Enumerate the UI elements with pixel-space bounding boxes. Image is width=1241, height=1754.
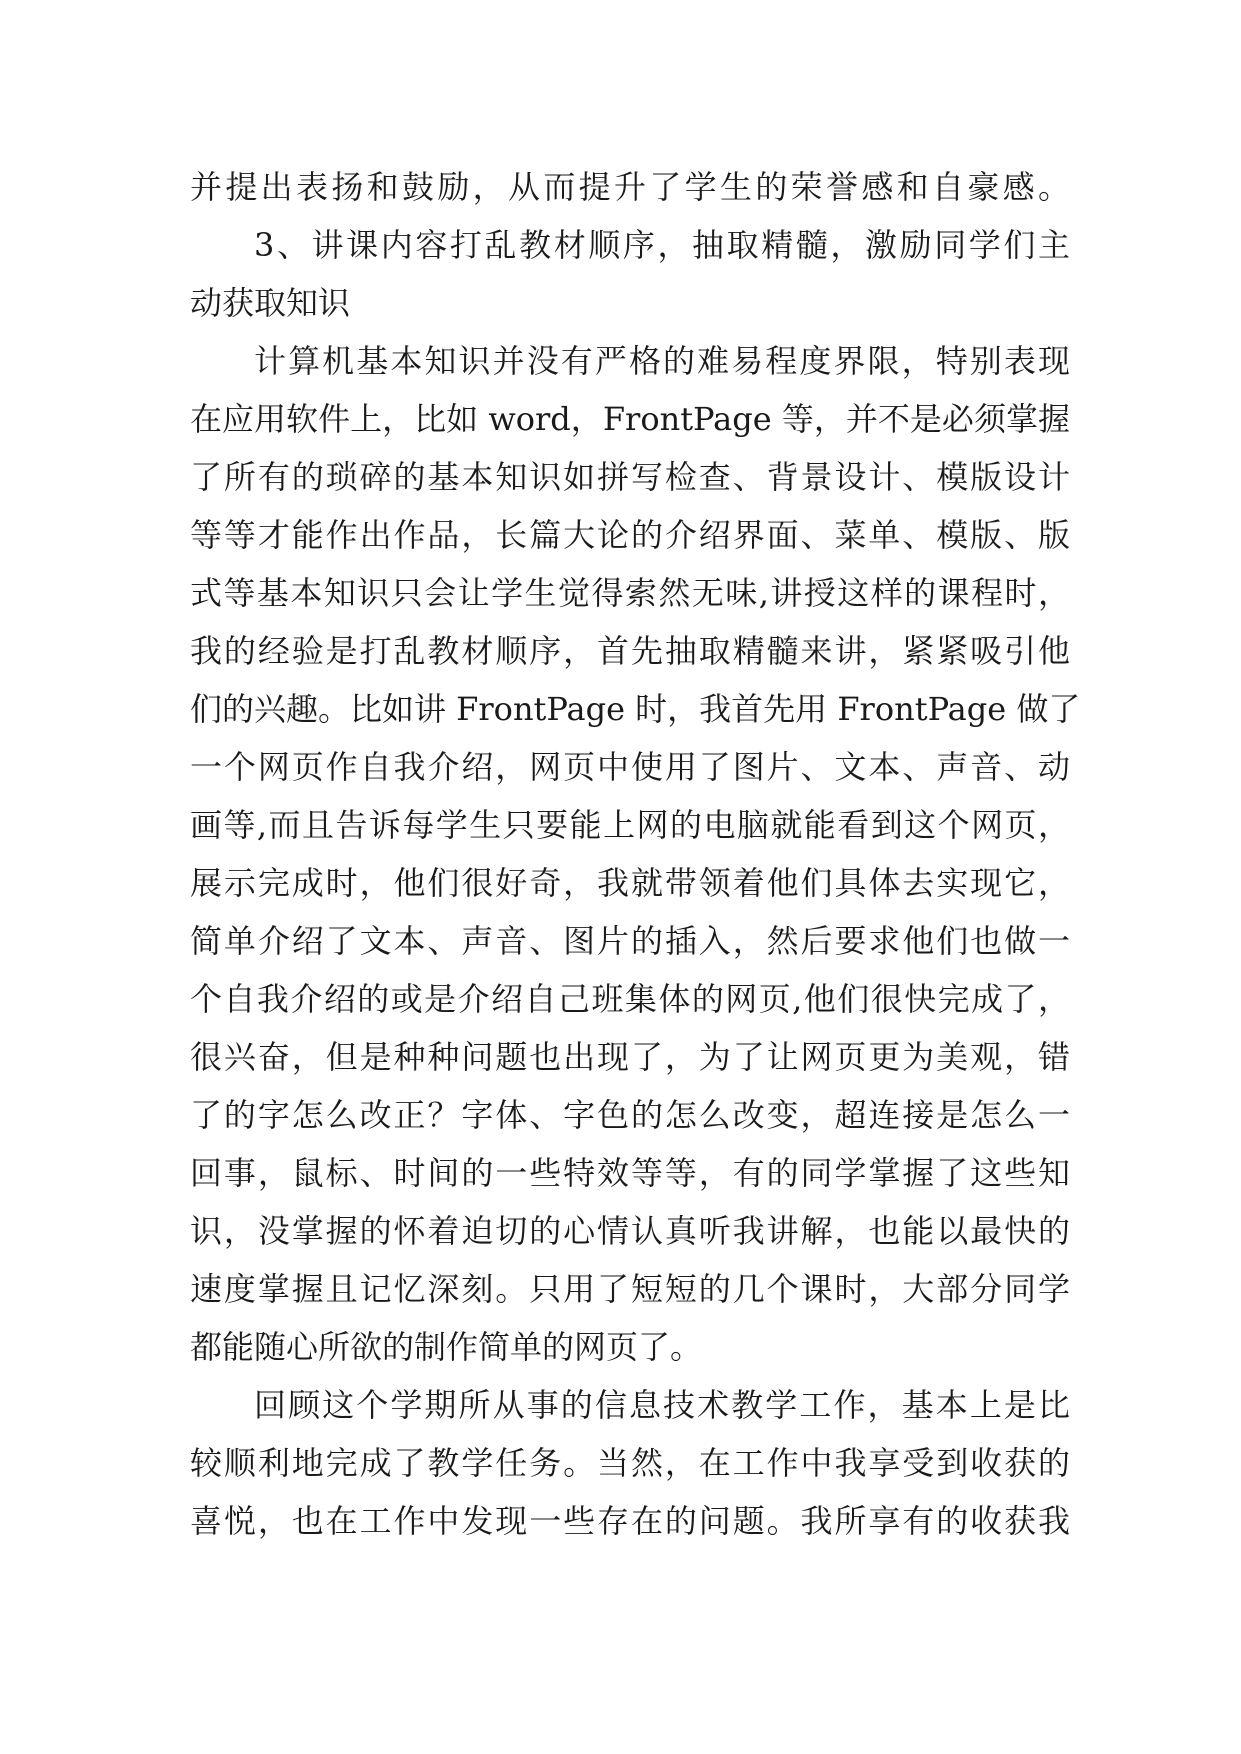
text-line: 等等才能作出作品，长篇大论的介绍界面、菜单、模版、版 bbox=[190, 516, 1070, 554]
text-line: 了的字怎么改正？字体、字色的怎么改变，超连接是怎么一 bbox=[190, 1096, 1070, 1134]
text-line: 并提出表扬和鼓励，从而提升了学生的荣誉感和自豪感。 bbox=[190, 168, 1070, 206]
text-line: 我的经验是打乱教材顺序，首先抽取精髓来讲，紧紧吸引他 bbox=[190, 632, 1070, 670]
text-line: 简单介绍了文本、声音、图片的插入，然后要求他们也做一 bbox=[190, 922, 1070, 960]
body-text bbox=[190, 158, 1081, 1550]
text-line: 动获取知识 bbox=[190, 284, 351, 322]
text-line: 回顾这个学期所从事的信息技术教学工作，基本上是比 bbox=[254, 1386, 1070, 1424]
text-line: 喜悦，也在工作中发现一些存在的问题。我所享有的收获我 bbox=[190, 1502, 1070, 1540]
text-line: 计算机基本知识并没有严格的难易程度界限，特别表现 bbox=[254, 342, 1070, 380]
text-line: 很兴奋，但是种种问题也出现了，为了让网页更为美观，错 bbox=[190, 1038, 1070, 1076]
text-line: 都能随心所欲的制作简单的网页了。 bbox=[190, 1328, 703, 1366]
text-line: 回事，鼠标、时间的一些特效等等，有的同学掌握了这些知 bbox=[190, 1154, 1070, 1192]
text-line: 在应用软件上，比如 word，FrontPage 等，并不是必须掌握 bbox=[190, 400, 1070, 438]
text-line: 识，没掌握的怀着迫切的心情认真听我讲解，也能以最快的 bbox=[190, 1212, 1070, 1250]
text-line: 式等基本知识只会让学生觉得索然无味,讲授这样的课程时， bbox=[190, 574, 1070, 612]
text-line: 展示完成时，他们很好奇，我就带领着他们具体去实现它， bbox=[190, 864, 1070, 902]
text-line: 画等,而且告诉每学生只要能上网的电脑就能看到这个网页， bbox=[190, 806, 1070, 844]
text-line: 较顺利地完成了教学任务。当然，在工作中我享受到收获的 bbox=[190, 1444, 1070, 1482]
text-line: 们的兴趣。比如讲 FrontPage 时，我首先用 FrontPage 做了 bbox=[190, 690, 1081, 728]
text-line: 一个网页作自我介绍，网页中使用了图片、文本、声音、动 bbox=[190, 748, 1070, 786]
text-line: 了所有的琐碎的基本知识如拼写检查、背景设计、模版设计 bbox=[190, 458, 1070, 496]
text-line: 个自我介绍的或是介绍自己班集体的网页,他们很快完成了， bbox=[190, 980, 1070, 1018]
text-line: 3、讲课内容打乱教材顺序，抽取精髓，激励同学们主 bbox=[254, 226, 1070, 264]
text-line: 速度掌握且记忆深刻。只用了短短的几个课时，大部分同学 bbox=[190, 1270, 1070, 1308]
